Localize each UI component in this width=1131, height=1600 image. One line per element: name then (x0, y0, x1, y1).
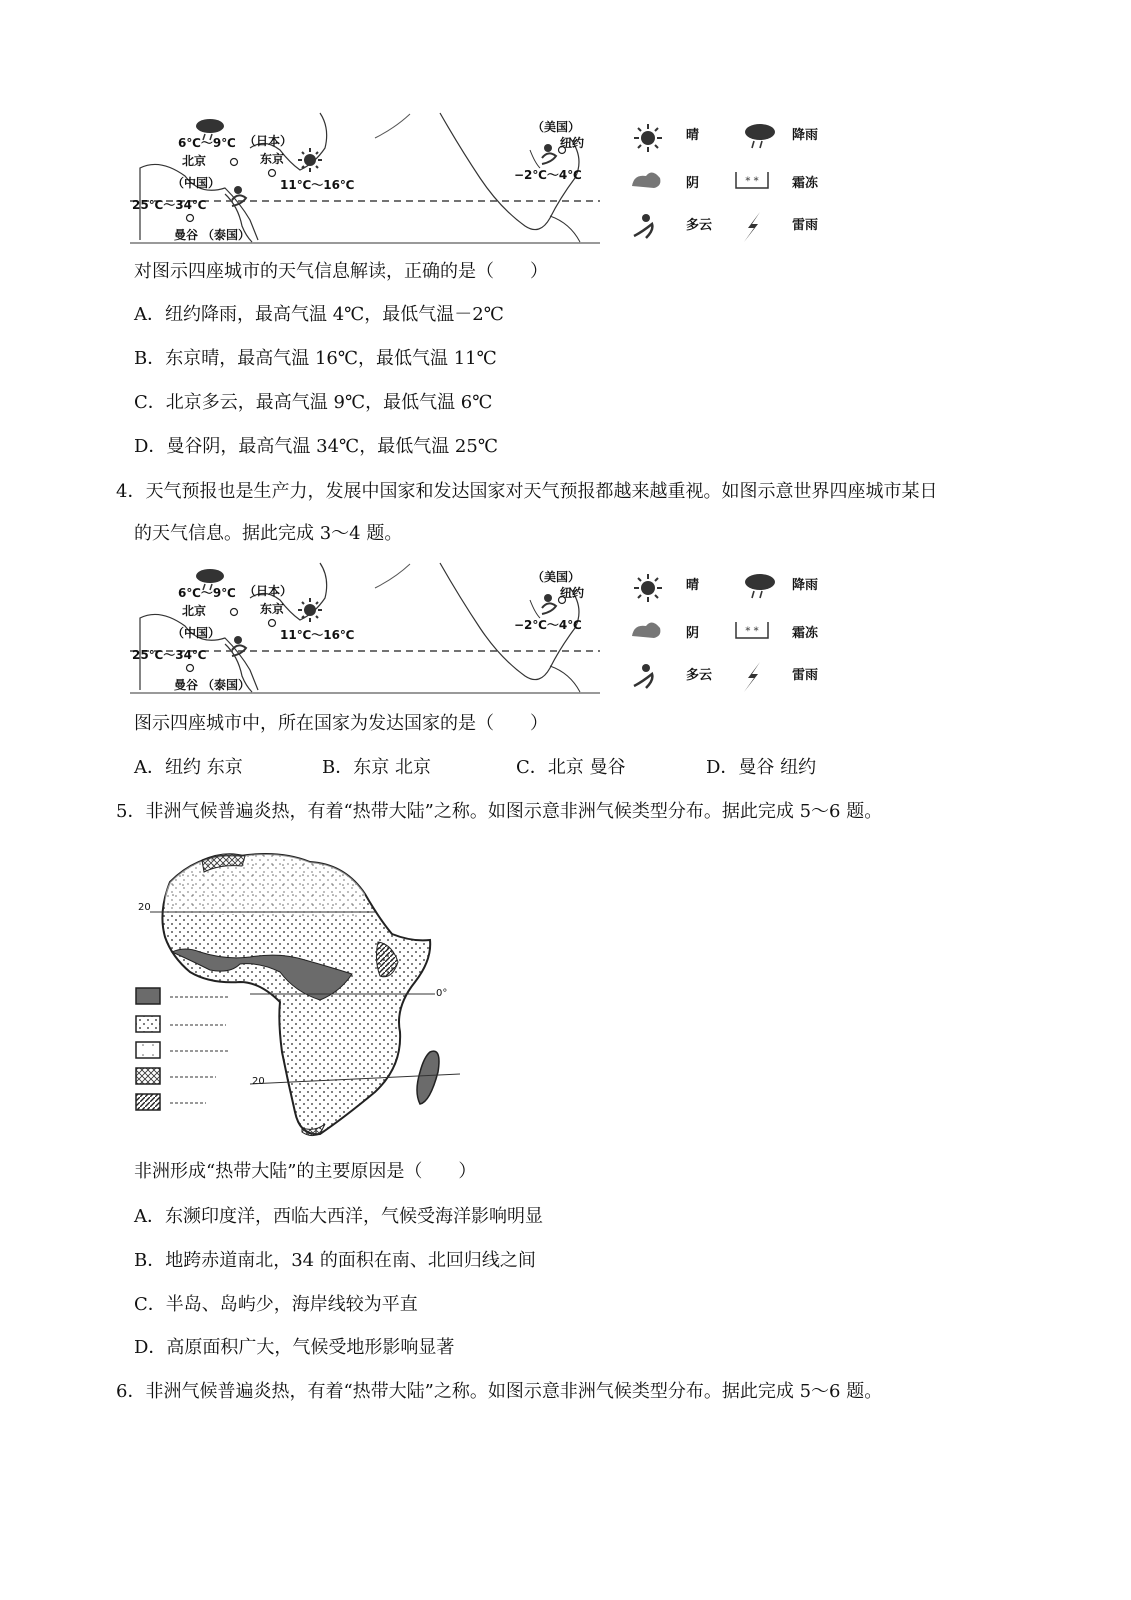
q3-option-a: A．纽约降雨，最高气温 4℃，最低气温－2℃ (134, 304, 504, 325)
city-name-tokyo: 东京 (260, 152, 285, 166)
cloudy-icon (232, 186, 246, 206)
q3-option-d: D．曼谷阴，最高气温 34℃，最低气温 25℃ (134, 436, 498, 457)
legend-swatch-savanna (136, 1016, 160, 1032)
cloudy-icon (634, 214, 652, 238)
legend-swatch-desert (136, 1042, 160, 1058)
sunny-icon (634, 574, 662, 602)
city-name-beijing: 北京 (182, 154, 207, 168)
weather-map-1-figure (130, 108, 840, 244)
frost-icon (736, 622, 768, 638)
cloudy-icon (634, 664, 652, 688)
cloudy-icon (542, 144, 556, 164)
q5-intro: 5．非洲气候普遍炎热，有着“热带大陆”之称。如图示意非洲气候类型分布。据此完成 5～6 题。 (116, 801, 883, 822)
q4-option-d: D．曼谷 纽约 (706, 757, 817, 778)
city-temp-tokyo: 11℃～16℃ (280, 628, 355, 642)
legend-label-sunny: 晴 (686, 128, 700, 143)
frost-icon (736, 172, 768, 188)
q4-option-c: C．北京 曼谷 (516, 757, 626, 778)
rain-icon (745, 574, 775, 598)
city-temp-beijing: 6℃～9℃ (178, 136, 236, 150)
city-country-beijing: （中国） (172, 626, 221, 640)
legend-label-overcast: 阴 (686, 626, 700, 641)
weather-map-2 (130, 558, 840, 694)
q5-stem: 非洲形成“热带大陆”的主要原因是（ ） (134, 1161, 477, 1182)
q4-option-b: B．东京 北京 (322, 757, 431, 778)
city-temp-beijing: 6℃～9℃ (178, 586, 236, 600)
city-country-bangkok: （泰国） (202, 678, 251, 692)
legend-label-rain: 降雨 (792, 128, 819, 143)
legend-label-cloudy: 多云 (686, 218, 713, 233)
city-country-newyork: （美国） (532, 120, 581, 134)
svg-text:* *: * * (745, 176, 759, 187)
city-name-beijing: 北京 (182, 604, 207, 618)
lat-label-20s: 20 (252, 1076, 265, 1087)
city-country-tokyo: （日本） (244, 584, 293, 598)
legend-label-thunderstorm: 雷雨 (792, 668, 819, 683)
city-name-newyork: 纽约 (560, 586, 585, 600)
city-temp-bangkok: 25℃～34℃ (132, 198, 207, 212)
city-name-bangkok: 曼谷 (174, 678, 199, 692)
city-name-tokyo: 东京 (260, 602, 285, 616)
legend-label-cloudy: 多云 (686, 668, 713, 683)
weather-map-2-figure (130, 558, 840, 694)
weather-map-1 (130, 108, 840, 244)
city-country-newyork: （美国） (532, 570, 581, 584)
city-temp-newyork: −2℃～4℃ (514, 618, 582, 632)
lat-label-20n: 20 (138, 902, 151, 913)
overcast-icon (632, 622, 660, 638)
lat-label-equator: 0° (436, 988, 448, 999)
legend-swatch-rainforest (136, 988, 160, 1004)
city-country-tokyo: （日本） (244, 134, 293, 148)
q4-intro-line1: 4．天气预报也是生产力，发展中国家和发达国家对天气预报都越来越重视。如图示意世界四座城市某日 (116, 481, 938, 502)
rain-icon (745, 124, 775, 148)
q5-option-d: D．高原面积广大，气候受地形影响显著 (134, 1337, 455, 1358)
legend-label-frost: 霜冻 (792, 626, 819, 641)
cloudy-icon (232, 636, 246, 656)
sunny-icon (298, 148, 322, 172)
africa-climate-map-figure (130, 842, 460, 1142)
city-name-bangkok: 曼谷 (174, 228, 199, 242)
city-temp-newyork: −2℃～4℃ (514, 168, 582, 182)
q6-intro: 6．非洲气候普遍炎热，有着“热带大陆”之称。如图示意非洲气候类型分布。据此完成 5～6 题。 (116, 1381, 883, 1402)
city-name-newyork: 纽约 (560, 136, 585, 150)
q4-stem: 图示四座城市中，所在国家为发达国家的是（ ） (134, 713, 548, 734)
q4-intro-line2: 的天气信息。据此完成 3～4 题。 (134, 523, 403, 544)
sunny-icon (298, 598, 322, 622)
legend-label-frost: 霜冻 (792, 176, 819, 191)
legend-swatch-highland (136, 1094, 160, 1110)
overcast-icon (632, 172, 660, 188)
svg-text:* *: * * (745, 626, 759, 637)
africa-climate-map (130, 842, 460, 1142)
legend-label-overcast: 阴 (686, 176, 700, 191)
legend-label-rain: 降雨 (792, 578, 819, 593)
cloudy-icon (542, 594, 556, 614)
sunny-icon (634, 124, 662, 152)
q4-option-a: A．纽约 东京 (134, 757, 243, 778)
q3-stem: 对图示四座城市的天气信息解读，正确的是（ ） (134, 261, 548, 282)
q3-option-b: B．东京晴，最高气温 16℃，最低气温 11℃ (134, 348, 497, 369)
legend-swatch-mediterranean (136, 1068, 160, 1084)
legend-label-thunderstorm: 雷雨 (792, 218, 819, 233)
thunderstorm-icon (744, 662, 760, 692)
q5-option-a: A．东濒印度洋，西临大西洋，气候受海洋影响明显 (134, 1206, 543, 1227)
city-temp-tokyo: 11℃～16℃ (280, 178, 355, 192)
city-temp-bangkok: 25℃～34℃ (132, 648, 207, 662)
city-country-beijing: （中国） (172, 176, 221, 190)
q5-option-b: B．地跨赤道南北，34 的面积在南、北回归线之间 (134, 1250, 536, 1271)
city-country-bangkok: （泰国） (202, 228, 251, 242)
q5-option-c: C．半岛、岛屿少，海岸线较为平直 (134, 1294, 418, 1315)
thunderstorm-icon (744, 212, 760, 242)
q3-option-c: C．北京多云，最高气温 9℃，最低气温 6℃ (134, 392, 493, 413)
legend-label-sunny: 晴 (686, 578, 700, 593)
